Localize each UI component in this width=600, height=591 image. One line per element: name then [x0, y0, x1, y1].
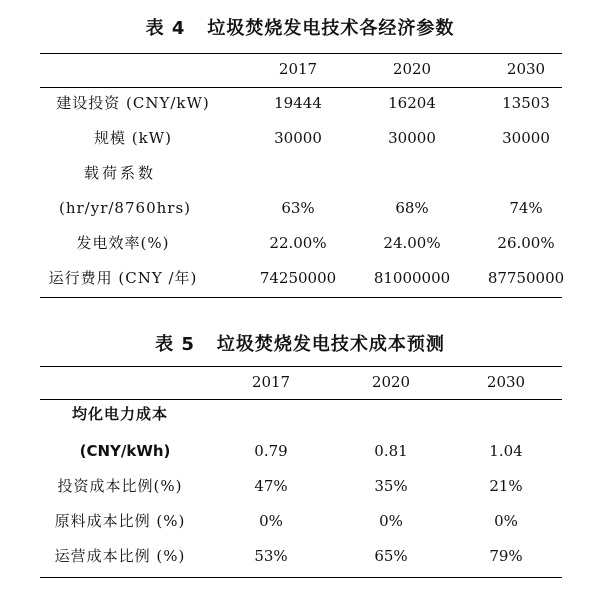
table5-cell: 21%: [489, 477, 523, 495]
table4-header-rule: [40, 87, 562, 88]
table4-bottom-rule: [40, 297, 562, 298]
table5-header-2017: 2017: [251, 373, 291, 391]
table5-row-label-unit: (CNY/kWh): [79, 442, 171, 460]
table4-row-label: 载荷系数: [83, 164, 157, 182]
table5-row-label: 投资成本比例(%): [57, 477, 183, 495]
table5-header-rule: [40, 399, 562, 400]
table4-row-label: 运行费用 (CNY /年): [48, 269, 198, 287]
table4-cell: 81000000: [373, 269, 451, 287]
table5-cell: 79%: [489, 547, 523, 565]
table4-caption: [0, 14, 600, 40]
table5-cell: 35%: [374, 477, 408, 495]
table4-top-rule: [40, 53, 562, 54]
table4-cell: 13503: [502, 94, 550, 112]
table4-cell: 16204: [388, 94, 436, 112]
table4-cell: 74250000: [259, 269, 337, 287]
table4-row-label: 发电效率(%): [76, 234, 170, 252]
table4-cell: 19444: [274, 94, 322, 112]
table5-caption: [0, 330, 600, 356]
table4-header-2030: 2030: [506, 60, 546, 78]
table5-cell: 0.79: [254, 442, 288, 460]
table5-cell: 0%: [259, 512, 283, 530]
table4-row-label: 建设投资 (CNY/kW): [56, 94, 210, 112]
table5-caption-title: 垃圾焚烧发电技术成本预测: [216, 334, 445, 355]
table5-row-label: 原料成本比例 (%): [54, 512, 186, 530]
table4-cell: 74%: [509, 199, 543, 217]
table5-cell: 53%: [254, 547, 288, 565]
table4-cell: 87750000: [487, 269, 565, 287]
table5-cell: 1.04: [489, 442, 523, 460]
table5-top-rule: [40, 366, 562, 367]
table4-cell: 30000: [388, 129, 436, 147]
table5-cell: 65%: [374, 547, 408, 565]
table5-cell: 0%: [494, 512, 518, 530]
table5-cell: 47%: [254, 477, 288, 495]
table4-cell: 22.00%: [269, 234, 327, 252]
table4-cell: 24.00%: [383, 234, 441, 252]
table4-cell: 68%: [395, 199, 429, 217]
table4-cell: 30000: [274, 129, 322, 147]
table4-row-label-unit: (hr/yr/8760hrs): [59, 199, 191, 217]
table4-caption-number: 表 4: [145, 18, 186, 39]
table4-cell: 30000: [502, 129, 550, 147]
table4-caption-title: 垃圾焚烧发电技术各经济参数: [207, 18, 455, 39]
table5-bottom-rule: [40, 577, 562, 578]
table4-cell: 26.00%: [497, 234, 555, 252]
table5-row-label: 运营成本比例 (%): [54, 547, 186, 565]
table5-caption-number: 表 5: [155, 334, 195, 355]
table4-cell: 63%: [281, 199, 315, 217]
table5-header-2020: 2020: [371, 373, 411, 391]
table5-cell: 0.81: [374, 442, 408, 460]
table4-header-2020: 2020: [392, 60, 432, 78]
table4-row-label: 规模 (kW): [94, 129, 172, 147]
table5-row-label: 均化电力成本: [71, 405, 169, 423]
table5-cell: 0%: [379, 512, 403, 530]
table4-header-2017: 2017: [278, 60, 318, 78]
table5-header-2030: 2030: [486, 373, 526, 391]
